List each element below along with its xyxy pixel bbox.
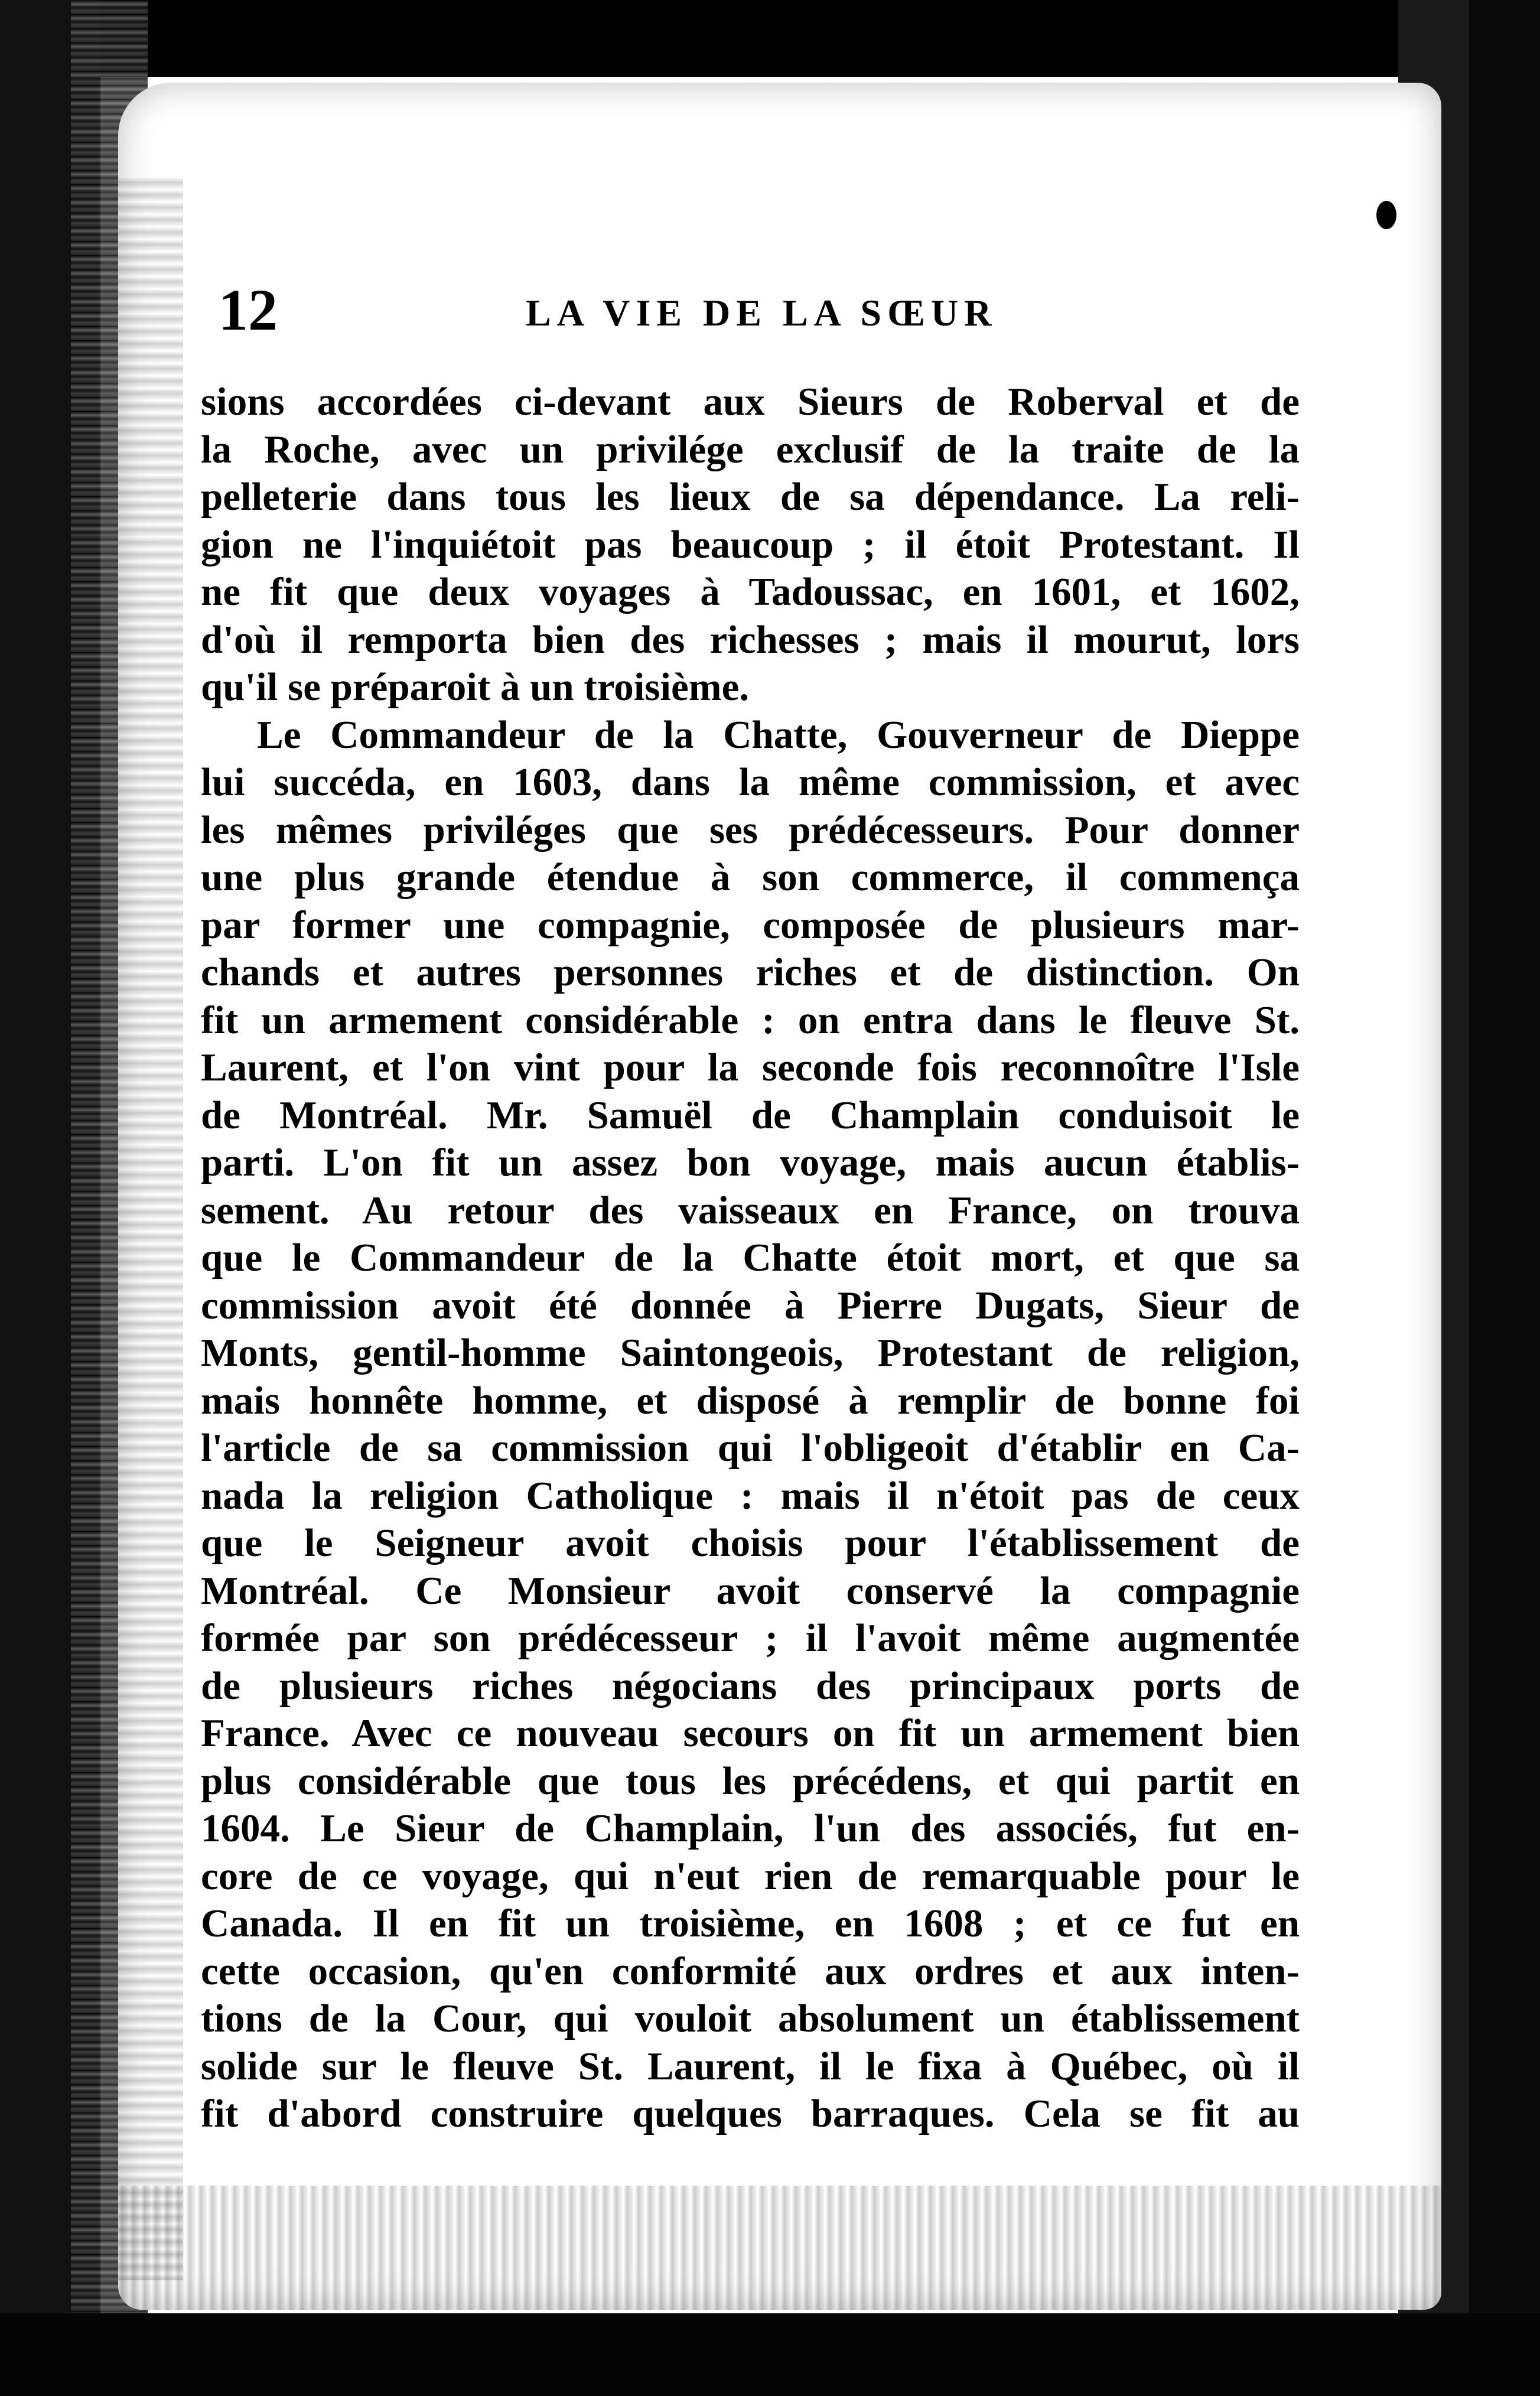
text-line: cette occasion, qu'en conformité aux ordres et aux inten-: [201, 1949, 1300, 1993]
paper-speckle-bottom: [118, 2186, 1441, 2310]
body-text: [201, 378, 1300, 2138]
text-line: nada la religion Catholique : mais il n'étoit pas de ceux: [201, 1473, 1300, 1518]
text-line: Montréal. Ce Monsieur avoit conservé la compagnie: [201, 1568, 1300, 1613]
text-line: ne fit que deux voyages à Tadoussac, en 1601, et 1602,: [201, 570, 1300, 614]
text-line: Monts, gentil-homme Saintongeois, Protestant de religion,: [201, 1331, 1300, 1375]
text-line: sions accordées ci-devant aux Sieurs de Roberval et de: [201, 380, 1300, 424]
paper-speckle-left: [118, 177, 183, 2280]
text-line: de plusieurs riches négocians des principaux ports de: [201, 1663, 1300, 1708]
running-title: LA VIE DE LA SŒUR: [526, 292, 998, 334]
scan-border-right: [1469, 0, 1540, 2396]
text-line: gion ne l'inquiétoit pas beaucoup ; il étoit Protestant. Il: [201, 522, 1300, 567]
text-line: l'article de sa commission qui l'obligeoit d'établir en Ca-: [201, 1426, 1300, 1470]
page-number: 12: [219, 277, 278, 343]
text-line: parti. L'on fit un assez bon voyage, mais aucun établis-: [201, 1141, 1300, 1184]
running-head: [219, 278, 1323, 343]
text-line: core de ce voyage, qui n'eut rien de remarquable pour le: [201, 1854, 1300, 1898]
text-line: pelleterie dans tous les lieux de sa dépendance. La reli-: [201, 475, 1300, 519]
text-line: fit un armement considérable : on entra dans le fleuve St.: [201, 998, 1300, 1042]
text-line: que le Seigneur avoit choisis pour l'établissement de: [201, 1521, 1300, 1565]
text-line: tions de la Cour, qui vouloit absolument un établissement: [201, 1997, 1300, 2040]
text-line: sement. Au retour des vaisseaux en France, on trouva: [201, 1188, 1300, 1232]
text-line: qu'il se préparoit à un troisième.: [201, 665, 750, 709]
text-line: mais honnête homme, et disposé à remplir de bonne foi: [201, 1378, 1300, 1422]
text-line: de Montréal. Mr. Samuël de Champlain conduisoit le: [201, 1093, 1300, 1137]
text-line: fit d'abord construire quelques barraques. Cela se fit au: [201, 2092, 1300, 2135]
text-line: une plus grande étendue à son commerce, il commença: [201, 855, 1300, 899]
text-line: plus considérable que tous les précédens, et qui partit en: [201, 1759, 1300, 1803]
text-line: d'où il remporta bien des richesses ; mais il mourut, lors: [201, 617, 1300, 662]
ink-blot: [1376, 201, 1396, 229]
text-line: Canada. Il en fit un troisième, en 1608 ; et ce fut en: [201, 1902, 1300, 1945]
text-line: 1604. Le Sieur de Champlain, l'un des associés, fut en-: [201, 1806, 1300, 1850]
text-line: formée par son prédécesseur ; il l'avoit même augmentée: [201, 1616, 1300, 1660]
text-line: la Roche, avec un privilége exclusif de la traite de la: [201, 427, 1300, 471]
text-line: Le Commandeur de la Chatte, Gouverneur de Dieppe: [257, 712, 1300, 757]
scan-border-top: [0, 0, 1540, 77]
scan-border-bottom: [0, 2313, 1540, 2396]
text-line: par former une compagnie, composée de plusieurs mar-: [201, 903, 1300, 947]
text-line: commission avoit été donnée à Pierre Dugats, Sieur de: [201, 1283, 1300, 1327]
text-line: Laurent, et l'on vint pour la seconde fois reconnoître l'Isle: [201, 1046, 1300, 1089]
text-line: France. Avec ce nouveau secours on fit un armement bien: [201, 1711, 1300, 1755]
text-line: les mêmes priviléges que ses prédécesseurs. Pour donner: [201, 808, 1300, 852]
text-line: chands et autres personnes riches et de distinction. On: [201, 950, 1300, 994]
text-line: lui succéda, en 1603, dans la même commission, et avec: [201, 760, 1300, 804]
text-line: que le Commandeur de la Chatte étoit mort, et que sa: [201, 1236, 1300, 1280]
text-line: solide sur le fleuve St. Laurent, il le fixa à Québec, où il: [201, 2044, 1300, 2088]
